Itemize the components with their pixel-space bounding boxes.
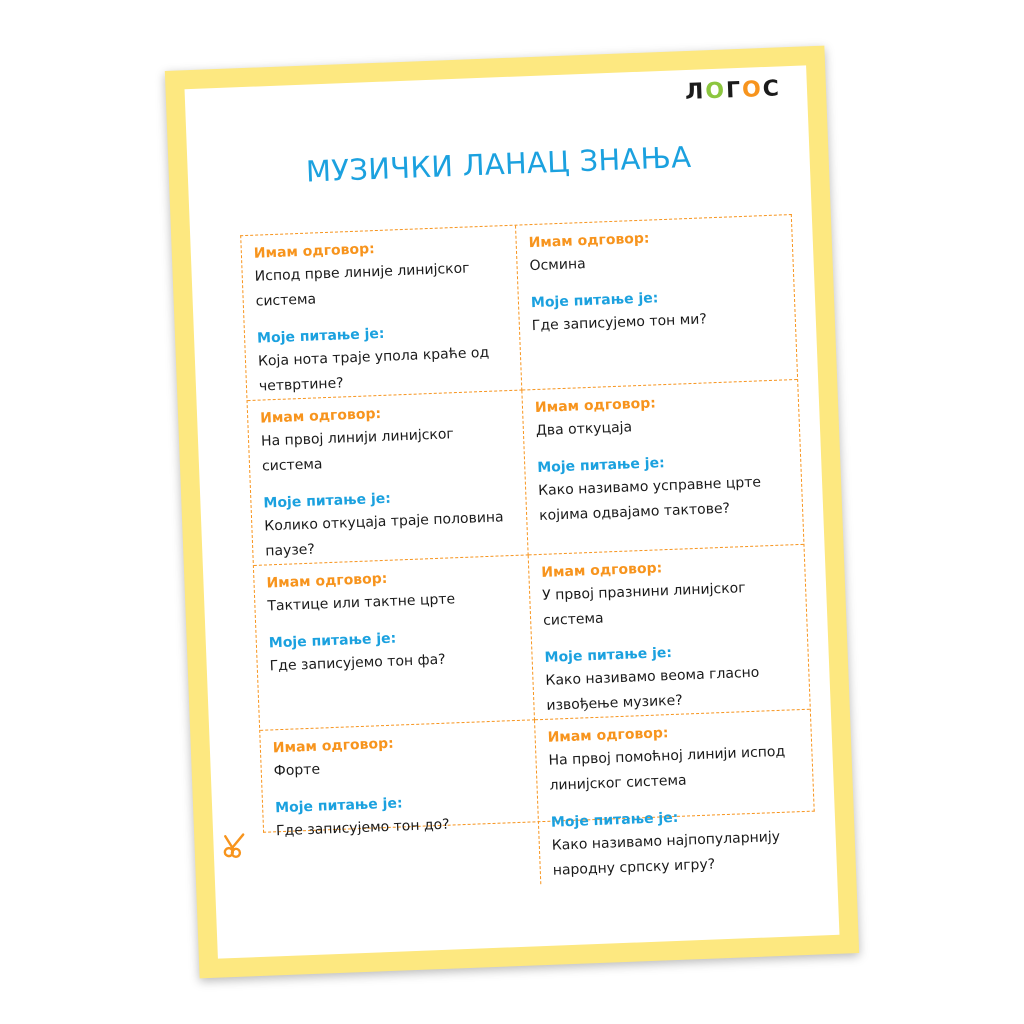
answer-label: Имам одговор: xyxy=(534,395,657,417)
card-5 xyxy=(254,555,535,730)
worksheet-page xyxy=(185,65,840,958)
question-label: Моје питање је: xyxy=(550,809,679,831)
answer-text: На првој помоћној линији испод линијског система xyxy=(548,743,786,794)
question-label: Моје питање је: xyxy=(544,644,673,666)
page-title: МУЗИЧКИ ЛАНАЦ ЗНАЊА xyxy=(305,139,692,189)
question-text: Како називамо усправне црте којима одвајамо тактове? xyxy=(537,474,762,524)
card-1 xyxy=(241,226,522,401)
question-text: Која нота траје упола краће од четвртине? xyxy=(257,344,490,395)
question-text: Где записујемо тон до? xyxy=(275,816,450,840)
question-label: Моје питање је: xyxy=(537,455,665,476)
question-text: Где записујемо тон ми? xyxy=(531,311,708,335)
question-text: Где записујемо тон фа? xyxy=(269,651,446,675)
answer-label: Имам одговор: xyxy=(528,230,650,252)
answer-text: Испод прве линије линијског система xyxy=(254,260,470,310)
question-text: Колико откуцаја траје половина паузе? xyxy=(264,509,504,560)
answer-text: У првој празнини линијског система xyxy=(541,580,746,629)
answer-text: Форте xyxy=(273,761,321,780)
question-label: Моје питање је: xyxy=(256,325,385,347)
answer-label: Имам одговор: xyxy=(259,405,382,427)
answer-text: На првој линији линијског система xyxy=(260,426,455,475)
card-4 xyxy=(522,380,803,555)
card-grid xyxy=(240,214,815,879)
answer-text: Тактице или тактне црте xyxy=(267,591,456,615)
logos-logo xyxy=(685,76,782,105)
logo-letter-g: Г xyxy=(725,77,743,104)
answer-label: Имам одговор: xyxy=(253,241,376,262)
answer-text: Осмина xyxy=(529,255,586,275)
worksheet xyxy=(165,46,859,979)
question-text: Како називамо најпопуларнију народну српску игру? xyxy=(551,828,781,879)
question-label: Моје питање је: xyxy=(274,795,403,817)
card-6 xyxy=(529,545,810,720)
answer-label: Имам одговор: xyxy=(547,725,669,746)
logo-letter-o2: О xyxy=(741,77,764,103)
logo-letter-s: С xyxy=(762,76,782,103)
question-label: Моје питање је: xyxy=(268,630,397,652)
answer-label: Имам одговор: xyxy=(272,735,395,757)
card-8 xyxy=(535,710,816,884)
card-7 xyxy=(260,720,541,894)
question-label: Моје питање је: xyxy=(530,290,659,312)
question-text: Како називамо веома гласно извођење музике? xyxy=(545,664,760,714)
card-2 xyxy=(516,215,797,390)
logo-letter-o1: О xyxy=(704,78,727,105)
answer-text: Два откуцаја xyxy=(535,419,633,440)
logo-letter-l: Л xyxy=(684,79,706,106)
question-label: Моје питање је: xyxy=(263,490,392,512)
card-3 xyxy=(248,391,529,566)
answer-label: Имам одговор: xyxy=(266,570,388,592)
scissors-icon xyxy=(222,831,249,858)
answer-label: Имам одговор: xyxy=(541,560,663,581)
